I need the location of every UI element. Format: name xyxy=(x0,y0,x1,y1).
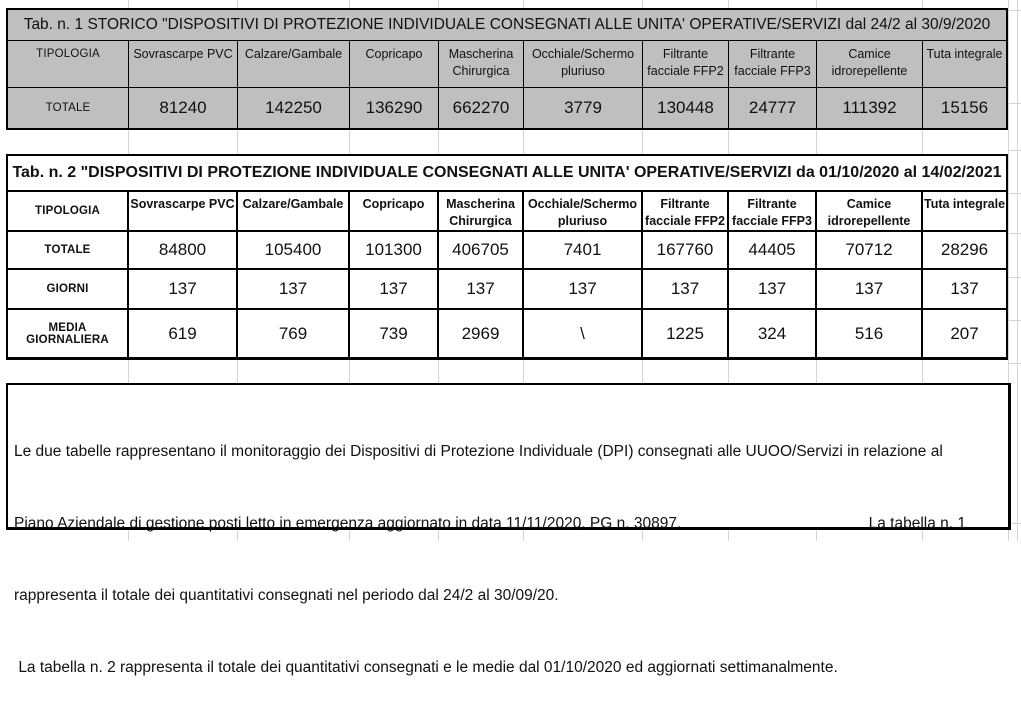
grid-hline xyxy=(1008,233,1021,234)
table-2-dpi-periodo xyxy=(6,154,1008,360)
table-2-totale-cell[interactable]: 101300 xyxy=(350,232,437,268)
table-2-header-occhiale[interactable]: Occhiale/Schermo pluriuso xyxy=(524,192,641,230)
note-line-2-left: Piano Aziendale di gestione posti letto in emergenza aggiornato in data 11/11/2020, PG n. 30897. xyxy=(14,515,682,532)
grid-hline xyxy=(1008,103,1021,104)
table-2-totale-cell[interactable]: 167760 xyxy=(643,232,727,268)
table-1-header-sovrascarpe[interactable]: Sovrascarpe PVC xyxy=(129,41,237,87)
table-2-media-cell[interactable]: 516 xyxy=(817,310,921,357)
table-1-header-copricapo[interactable]: Copricapo xyxy=(350,41,438,87)
note-line-1: Le due tabelle rappresentano il monitoraggio dei Dispositivi di Protezione Individuale (DPI) consegnati alle UUOO/Servizi in relazione al xyxy=(14,443,943,460)
grid-hline xyxy=(1008,150,1021,151)
table-1-title[interactable]: Tab. n. 1 STORICO "DISPOSITIVI DI PROTEZIONE INDIVIDUALE CONSEGNATI ALLE UNITA' OPERATIVE/SERVIZI dal 24/2 al 30/9/2020 xyxy=(8,10,1006,40)
note-line-4: La tabella n. 2 rappresenta il totale dei quantitativi consegnati e le medie dal 01/10/2020 ed aggiornati settimanalmente. xyxy=(14,659,838,676)
table-2-header-mascherina[interactable]: Mascherina Chirurgica xyxy=(439,192,522,230)
table-2-totale-cell[interactable]: 406705 xyxy=(439,232,522,268)
table-2-header-ffp2[interactable]: Filtrante facciale FFP2 xyxy=(643,192,727,230)
table-2-giorni-cell[interactable]: 137 xyxy=(923,270,1006,308)
table-2-totale-cell[interactable]: 70712 xyxy=(817,232,921,268)
table-1-header-camice[interactable]: Camice idrorepellente xyxy=(817,41,922,87)
table-2-media-cell-backslash[interactable]: \ xyxy=(524,310,641,357)
grid-vline xyxy=(1017,0,1018,541)
note-line-2-right: La tabella n. 1 xyxy=(868,515,966,532)
table-1-header-tuta[interactable]: Tuta integrale xyxy=(923,41,1006,87)
table-1-header-ffp2[interactable]: Filtrante facciale FFP2 xyxy=(643,41,728,87)
note-line-3: rappresenta il totale dei quantitativi consegnati nel periodo dal 24/2 al 30/09/20. xyxy=(14,587,559,604)
table-2-media-cell[interactable]: 769 xyxy=(238,310,348,357)
table-2-media-cell[interactable]: 1225 xyxy=(643,310,727,357)
table-2-giorni-cell[interactable]: 137 xyxy=(729,270,815,308)
table-1-totale-copricapo[interactable]: 136290 xyxy=(350,88,438,128)
table-1-header-mascherina[interactable]: Mascherina Chirurgica xyxy=(439,41,523,87)
note-line-2 xyxy=(14,512,1002,536)
table-2-giorni-cell[interactable]: 137 xyxy=(439,270,522,308)
table-2-giorni-cell[interactable]: 137 xyxy=(643,270,727,308)
table-1-totale-calzare[interactable]: 142250 xyxy=(238,88,349,128)
table-1-header-occhiale[interactable]: Occhiale/Schermo pluriuso xyxy=(524,41,642,87)
table-2-giorni-cell[interactable]: 137 xyxy=(350,270,437,308)
table-1-totale-sovrascarpe[interactable]: 81240 xyxy=(129,88,237,128)
table-2-row-label-media[interactable]: MEDIA GIORNALIERA xyxy=(8,310,127,357)
table-2-totale-cell[interactable]: 28296 xyxy=(923,232,1006,268)
table-1-totale-camice[interactable]: 111392 xyxy=(817,88,922,128)
note-block[interactable] xyxy=(6,383,1011,676)
table-2-media-cell[interactable]: 2969 xyxy=(439,310,522,357)
grid-hline xyxy=(1008,320,1021,321)
table-2-header-tipologia[interactable]: TIPOLOGIA xyxy=(8,192,127,230)
grid-hline xyxy=(1008,193,1021,194)
table-1-row-label-totale[interactable]: TOTALE xyxy=(8,88,128,128)
table-1-totale-ffp2[interactable]: 130448 xyxy=(643,88,728,128)
table-2-title[interactable]: Tab. n. 2 "DISPOSITIVI DI PROTEZIONE INDIVIDUALE CONSEGNATI ALLE UNITA' OPERATIVE/SERVIZI da 01/10/2020 al 14/02/2021 xyxy=(8,156,1006,190)
table-1-totale-ffp3[interactable]: 24777 xyxy=(729,88,816,128)
table-1-totale-tuta[interactable]: 15156 xyxy=(923,88,1006,128)
table-1-totale-mascherina[interactable]: 662270 xyxy=(439,88,523,128)
table-1-header-tipologia[interactable]: TIPOLOGIA xyxy=(8,41,128,87)
table-2-header-calzare[interactable]: Calzare/Gambale xyxy=(238,192,348,230)
table-2-media-cell[interactable]: 619 xyxy=(129,310,236,357)
grid-hline xyxy=(1008,363,1021,364)
grid-hline xyxy=(1008,277,1021,278)
table-2-giorni-cell[interactable]: 137 xyxy=(817,270,921,308)
table-1-storico-dpi xyxy=(6,8,1008,130)
table-2-header-tuta[interactable]: Tuta integrale xyxy=(923,192,1006,230)
table-2-totale-cell[interactable]: 105400 xyxy=(238,232,348,268)
table-1-header-calzare[interactable]: Calzare/Gambale xyxy=(238,41,349,87)
table-2-row-label-giorni[interactable]: GIORNI xyxy=(8,270,127,308)
table-1-totale-occhiale[interactable]: 3779 xyxy=(524,88,642,128)
table-2-media-cell[interactable]: 324 xyxy=(729,310,815,357)
table-2-giorni-cell[interactable]: 137 xyxy=(524,270,641,308)
table-2-header-copricapo[interactable]: Copricapo xyxy=(350,192,437,230)
table-2-totale-cell[interactable]: 7401 xyxy=(524,232,641,268)
table-2-giorni-cell[interactable]: 137 xyxy=(238,270,348,308)
table-2-totale-cell[interactable]: 44405 xyxy=(729,232,815,268)
grid-hline xyxy=(1008,10,1021,11)
table-2-giorni-cell[interactable]: 137 xyxy=(129,270,236,308)
table-2-header-ffp3[interactable]: Filtrante facciale FFP3 xyxy=(729,192,815,230)
table-2-row-label-totale[interactable]: TOTALE xyxy=(8,232,127,268)
table-2-totale-cell[interactable]: 84800 xyxy=(129,232,236,268)
table-2-media-cell[interactable]: 207 xyxy=(923,310,1006,357)
table-2-header-camice[interactable]: Camice idrorepellente xyxy=(817,192,921,230)
table-2-header-sovrascarpe[interactable]: Sovrascarpe PVC xyxy=(129,192,236,230)
table-2-media-cell[interactable]: 739 xyxy=(350,310,437,357)
table-1-header-ffp3[interactable]: Filtrante facciale FFP3 xyxy=(729,41,816,87)
